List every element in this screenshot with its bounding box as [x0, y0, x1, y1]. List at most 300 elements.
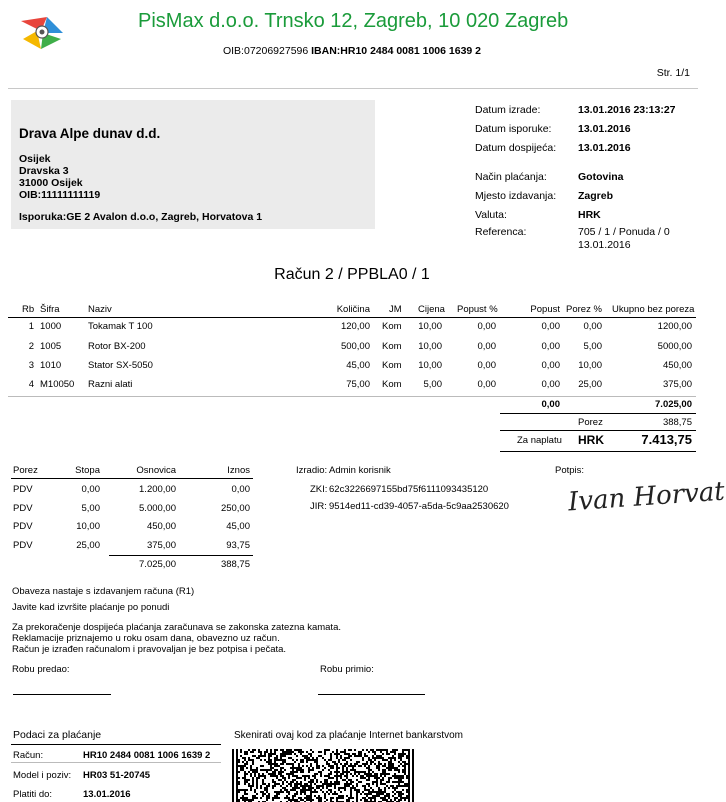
- barcode-module: [270, 759, 272, 761]
- barcode-module: [232, 773, 234, 775]
- totals-line: [500, 430, 696, 431]
- table-cell: 5,00: [583, 341, 602, 352]
- barcode-module: [330, 773, 332, 775]
- barcode-module: [340, 775, 342, 777]
- barcode-module: [408, 781, 410, 783]
- barcode-module: [372, 761, 374, 763]
- table-cell: 0,00: [477, 360, 496, 371]
- barcode-module: [408, 749, 410, 751]
- barcode-module: [240, 755, 242, 757]
- barcode-module: [308, 753, 310, 755]
- barcode-module: [268, 763, 270, 765]
- barcode-module: [340, 755, 342, 757]
- table-cell: 0,00: [541, 341, 560, 352]
- barcode-module: [298, 783, 300, 785]
- barcode-module: [320, 751, 322, 753]
- barcode-module: [354, 753, 356, 755]
- barcode-module: [346, 785, 348, 787]
- barcode-module: [292, 759, 294, 761]
- barcode-module: [344, 789, 346, 791]
- barcode-module: [358, 773, 360, 775]
- barcode-module: [276, 795, 278, 797]
- barcode-module: [324, 795, 326, 797]
- barcode-module: [354, 755, 356, 757]
- buyer-street: Dravska 3: [19, 165, 69, 177]
- barcode-module: [310, 793, 312, 795]
- barcode-module: [298, 749, 300, 751]
- barcode-module: [336, 775, 338, 777]
- barcode-module: [408, 767, 410, 769]
- barcode-module: [262, 791, 264, 793]
- barcode-module: [350, 787, 352, 789]
- barcode-module: [400, 763, 402, 765]
- barcode-module: [338, 753, 340, 755]
- barcode-module: [244, 759, 246, 761]
- barcode-module: [302, 765, 304, 767]
- barcode-module: [244, 791, 246, 793]
- barcode-module: [236, 763, 238, 765]
- barcode-module: [274, 765, 276, 767]
- barcode-module: [364, 771, 366, 773]
- barcode-module: [384, 791, 386, 793]
- barcode-module: [318, 799, 320, 801]
- barcode-module: [378, 769, 380, 771]
- barcode-module: [272, 763, 274, 765]
- meta-label: Datum izrade:: [475, 104, 541, 116]
- signature: Ivan Horvat: [567, 476, 726, 518]
- barcode-module: [398, 757, 400, 759]
- barcode-module: [382, 749, 384, 751]
- barcode-module: [288, 763, 290, 765]
- barcode-module: [358, 791, 360, 793]
- barcode-module: [398, 785, 400, 787]
- barcode-module: [408, 771, 410, 773]
- barcode-module: [400, 799, 402, 801]
- barcode-module: [328, 783, 330, 785]
- table-cell: 5,00: [423, 379, 442, 390]
- barcode-module: [398, 779, 400, 781]
- barcode-module: [350, 763, 352, 765]
- barcode-module: [404, 763, 406, 765]
- barcode-module: [390, 785, 392, 787]
- barcode-module: [266, 797, 268, 799]
- barcode-module: [396, 749, 398, 751]
- barcode-module: [336, 799, 338, 801]
- barcode-module: [266, 785, 268, 787]
- barcode-module: [316, 787, 318, 789]
- barcode-module: [334, 771, 336, 773]
- tax-column-header: Iznos: [227, 465, 250, 476]
- tax-cell: PDV: [13, 503, 33, 514]
- barcode-module: [246, 799, 248, 801]
- barcode-module: [258, 773, 260, 775]
- barcode-module: [250, 787, 252, 789]
- barcode-module: [402, 765, 404, 767]
- barcode-module: [308, 787, 310, 789]
- barcode-module: [366, 767, 368, 769]
- barcode-module: [290, 789, 292, 791]
- barcode-module: [338, 781, 340, 783]
- barcode-module: [408, 775, 410, 777]
- barcode-module: [388, 757, 390, 759]
- barcode-module: [304, 777, 306, 779]
- barcode-module: [398, 777, 400, 779]
- barcode-module: [310, 755, 312, 757]
- barcode-module: [340, 787, 342, 789]
- barcode-module: [236, 751, 238, 753]
- barcode-module: [358, 755, 360, 757]
- barcode-module: [312, 767, 314, 769]
- barcode-module: [300, 797, 302, 799]
- column-header: Rb: [22, 304, 35, 315]
- barcode-module: [280, 771, 282, 773]
- barcode-module: [408, 779, 410, 781]
- barcode-module: [232, 797, 234, 799]
- company-oib-iban: [0, 45, 704, 57]
- due-label: Platiti do:: [13, 789, 53, 800]
- barcode-module: [402, 797, 404, 799]
- barcode-module: [396, 797, 398, 799]
- barcode-module: [382, 799, 384, 801]
- barcode-module: [292, 789, 294, 791]
- barcode-module: [246, 761, 248, 763]
- barcode-module: [294, 753, 296, 755]
- barcode-module: [352, 781, 354, 783]
- barcode-module: [380, 749, 382, 751]
- barcode-module: [408, 751, 410, 753]
- barcode-module: [358, 761, 360, 763]
- barcode-module: [288, 797, 290, 799]
- total-net: 7.025,00: [655, 399, 692, 410]
- barcode-module: [284, 759, 286, 761]
- barcode-module: [402, 755, 404, 757]
- barcode-module: [394, 751, 396, 753]
- barcode-module: [314, 761, 316, 763]
- barcode-module: [286, 749, 288, 751]
- barcode-module: [292, 771, 294, 773]
- barcode-module: [266, 795, 268, 797]
- barcode-module: [324, 781, 326, 783]
- barcode-module: [258, 755, 260, 757]
- barcode-module: [344, 775, 346, 777]
- barcode-module: [378, 755, 380, 757]
- barcode-module: [294, 771, 296, 773]
- barcode-module: [380, 789, 382, 791]
- barcode-module: [278, 765, 280, 767]
- barcode-module: [412, 773, 414, 775]
- barcode-module: [310, 749, 312, 751]
- barcode-module: [406, 763, 408, 765]
- barcode-module: [260, 759, 262, 761]
- barcode-module: [318, 765, 320, 767]
- barcode-module: [316, 779, 318, 781]
- barcode-module: [306, 799, 308, 801]
- barcode-module: [244, 775, 246, 777]
- barcode-module: [268, 773, 270, 775]
- barcode-module: [386, 793, 388, 795]
- column-header: JM: [389, 304, 402, 315]
- barcode-module: [372, 775, 374, 777]
- barcode-module: [304, 789, 306, 791]
- barcode-module: [304, 755, 306, 757]
- barcode-module: [252, 749, 254, 751]
- barcode-module: [276, 777, 278, 779]
- barcode-module: [362, 759, 364, 761]
- barcode-module: [368, 771, 370, 773]
- barcode-module: [348, 797, 350, 799]
- barcode-module: [264, 787, 266, 789]
- barcode-module: [342, 769, 344, 771]
- barcode-module: [252, 779, 254, 781]
- barcode-module: [250, 765, 252, 767]
- barcode-module: [246, 751, 248, 753]
- barcode-module: [300, 793, 302, 795]
- barcode-module: [288, 757, 290, 759]
- barcode-module: [372, 771, 374, 773]
- note-line: Račun je izrađen računalom i pravovaljan je bez potpisa i pečata.: [12, 644, 287, 655]
- barcode-module: [346, 795, 348, 797]
- barcode-module: [378, 765, 380, 767]
- barcode-module: [312, 769, 314, 771]
- barcode-module: [292, 767, 294, 769]
- barcode-module: [246, 767, 248, 769]
- barcode-module: [296, 775, 298, 777]
- barcode-module: [392, 757, 394, 759]
- barcode-module: [262, 793, 264, 795]
- barcode-module: [274, 781, 276, 783]
- barcode-module: [242, 789, 244, 791]
- barcode-module: [266, 789, 268, 791]
- barcode-module: [236, 775, 238, 777]
- barcode-module: [338, 759, 340, 761]
- barcode-module: [360, 765, 362, 767]
- barcode-module: [298, 751, 300, 753]
- barcode-module: [236, 781, 238, 783]
- barcode-module: [364, 777, 366, 779]
- barcode-module: [280, 767, 282, 769]
- tax-cell: 93,75: [226, 540, 250, 551]
- tax-cell: 250,00: [220, 503, 250, 514]
- barcode-module: [382, 791, 384, 793]
- barcode-module: [412, 757, 414, 759]
- barcode-module: [284, 797, 286, 799]
- barcode-module: [278, 779, 280, 781]
- barcode-module: [292, 765, 294, 767]
- barcode-module: [338, 789, 340, 791]
- barcode-module: [284, 761, 286, 763]
- barcode-module: [366, 749, 368, 751]
- barcode-module: [406, 775, 408, 777]
- barcode-module: [412, 749, 414, 751]
- barcode-module: [372, 797, 374, 799]
- barcode-module: [332, 783, 334, 785]
- barcode-module: [308, 785, 310, 787]
- barcode-module: [270, 763, 272, 765]
- table-cell: Kom: [382, 360, 402, 371]
- account-value: HR10 2484 0081 1006 1639 2: [83, 750, 211, 761]
- table-cell: 0,00: [477, 379, 496, 390]
- barcode-module: [322, 769, 324, 771]
- barcode-module: [388, 779, 390, 781]
- barcode-module: [348, 785, 350, 787]
- document-title: Račun 2 / PPBLA0 / 1: [274, 266, 430, 283]
- barcode-module: [292, 769, 294, 771]
- meta-value-secondary: 13.01.2016: [578, 239, 631, 251]
- pay-total: 7.413,75: [641, 432, 692, 447]
- barcode-module: [232, 777, 234, 779]
- barcode-module: [366, 779, 368, 781]
- barcode-module: [342, 795, 344, 797]
- barcode-module: [242, 765, 244, 767]
- barcode-module: [360, 753, 362, 755]
- barcode-module: [324, 779, 326, 781]
- barcode-module: [296, 793, 298, 795]
- barcode-module: [390, 765, 392, 767]
- barcode-module: [274, 759, 276, 761]
- barcode-module: [310, 787, 312, 789]
- barcode-module: [328, 789, 330, 791]
- barcode-module: [306, 759, 308, 761]
- barcode-module: [236, 771, 238, 773]
- barcode-module: [316, 773, 318, 775]
- barcode-module: [274, 775, 276, 777]
- barcode-module: [260, 791, 262, 793]
- barcode-module: [280, 757, 282, 759]
- barcode-module: [320, 771, 322, 773]
- barcode-module: [252, 781, 254, 783]
- tax-cell: 5.000,00: [139, 503, 176, 514]
- barcode-module: [366, 763, 368, 765]
- barcode-module: [324, 753, 326, 755]
- barcode-module: [374, 777, 376, 779]
- barcode-module: [344, 757, 346, 759]
- barcode-module: [394, 789, 396, 791]
- barcode-module: [402, 751, 404, 753]
- barcode-module: [258, 751, 260, 753]
- barcode-module: [380, 755, 382, 757]
- tax-cell: PDV: [13, 540, 33, 551]
- barcode-module: [336, 757, 338, 759]
- barcode-module: [332, 761, 334, 763]
- barcode-module: [334, 791, 336, 793]
- barcode-module: [346, 767, 348, 769]
- barcode-module: [398, 761, 400, 763]
- column-header: Cijena: [418, 304, 445, 315]
- barcode-module: [248, 749, 250, 751]
- barcode-module: [332, 767, 334, 769]
- barcode-module: [282, 753, 284, 755]
- barcode-module: [408, 795, 410, 797]
- barcode-module: [402, 789, 404, 791]
- barcode-module: [316, 761, 318, 763]
- delivered-by-label: Robu predao:: [12, 664, 70, 675]
- barcode-module: [384, 799, 386, 801]
- barcode-module: [412, 769, 414, 771]
- barcode-module: [258, 775, 260, 777]
- barcode-module: [274, 785, 276, 787]
- barcode-module: [382, 773, 384, 775]
- barcode-module: [308, 767, 310, 769]
- barcode-module: [256, 793, 258, 795]
- barcode-module: [370, 775, 372, 777]
- barcode-module: [334, 775, 336, 777]
- barcode-module: [240, 797, 242, 799]
- barcode-module: [268, 761, 270, 763]
- barcode-module: [236, 787, 238, 789]
- barcode-module: [240, 769, 242, 771]
- jir-label: JIR:: [310, 501, 327, 512]
- barcode-module: [232, 765, 234, 767]
- note-line: Javite kad izvršite plaćanje po ponudi: [12, 602, 170, 613]
- barcode-module: [394, 757, 396, 759]
- barcode-module: [330, 783, 332, 785]
- barcode-module: [298, 787, 300, 789]
- barcode-module: [288, 775, 290, 777]
- tax-column-header: Osnovica: [136, 465, 176, 476]
- barcode-module: [312, 787, 314, 789]
- barcode-module: [232, 769, 234, 771]
- barcode-module: [356, 763, 358, 765]
- barcode-module: [238, 791, 240, 793]
- barcode-module: [282, 783, 284, 785]
- barcode-module: [374, 757, 376, 759]
- barcode-module: [282, 777, 284, 779]
- barcode-module: [344, 771, 346, 773]
- barcode-module: [242, 799, 244, 801]
- barcode-module: [258, 749, 260, 751]
- barcode-module: [360, 775, 362, 777]
- table-cell: 375,00: [662, 379, 692, 390]
- model-label: Model i poziv:: [13, 770, 72, 781]
- barcode-module: [412, 761, 414, 763]
- barcode-module: [292, 781, 294, 783]
- barcode-module: [350, 749, 352, 751]
- barcode-module: [270, 755, 272, 757]
- barcode-module: [276, 797, 278, 799]
- barcode-module: [394, 799, 396, 801]
- barcode-module: [286, 753, 288, 755]
- barcode-module: [412, 777, 414, 779]
- barcode-module: [320, 781, 322, 783]
- buyer-delivery: Isporuka:GE 2 Avalon d.o.o, Zagreb, Horvatova 1: [19, 211, 263, 223]
- barcode-module: [412, 765, 414, 767]
- barcode-module: [264, 751, 266, 753]
- barcode-module: [272, 787, 274, 789]
- barcode-module: [316, 781, 318, 783]
- barcode-module: [362, 785, 364, 787]
- barcode-module: [246, 793, 248, 795]
- barcode-module: [306, 757, 308, 759]
- barcode-module: [302, 789, 304, 791]
- barcode-module: [356, 791, 358, 793]
- barcode-module: [276, 769, 278, 771]
- tax-cell: 10,00: [76, 521, 100, 532]
- barcode-module: [286, 751, 288, 753]
- barcode-module: [294, 761, 296, 763]
- barcode-module: [378, 749, 380, 751]
- barcode-module: [404, 769, 406, 771]
- barcode-module: [272, 797, 274, 799]
- barcode-module: [238, 761, 240, 763]
- barcode-module: [340, 757, 342, 759]
- barcode-module: [388, 767, 390, 769]
- tax-cell: 450,00: [146, 521, 176, 532]
- barcode-module: [290, 763, 292, 765]
- barcode-module: [260, 775, 262, 777]
- table-cell: Tokamak T 100: [88, 321, 153, 332]
- barcode-module: [284, 753, 286, 755]
- barcode-module: [260, 787, 262, 789]
